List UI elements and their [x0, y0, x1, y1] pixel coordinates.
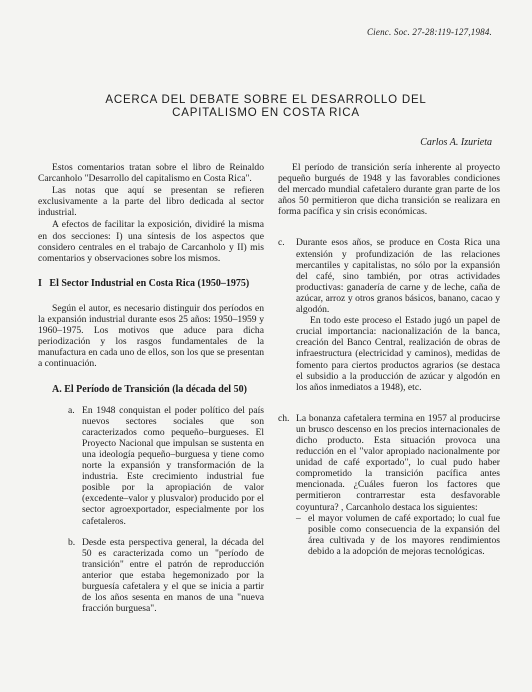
section-title: El Sector Industrial en Costa Rica (1950–1975) — [49, 277, 250, 289]
section-number: I — [38, 277, 42, 289]
list-item-text: La bonanza cafetalera termina en 1957 al producirse un brusco descenso en los precios internacionales de dicho producto. Esta situación provoca una reducción en el "valor apropiado nacionalmente por unidad de café exportado", lo cual pudo haber comprometido la transición pacífica antes mencionada. ¿Cuáles fueron los factores que permitieron contrarrestar esta desfavorable coyuntura? , Carcanholo destaca los siguientes: — [296, 412, 500, 513]
list-marker: ch. — [278, 412, 290, 424]
right-column — [278, 162, 500, 557]
left-column — [38, 162, 264, 614]
article-author: Carlos A. Izurieta — [420, 137, 492, 148]
bullet-text: el mayor volumen de café exportado; lo cual fue posible como consecuencia de la expansión del área cultivada y de los mayores rendimientos debido a la adopción de mejoras tecnológicas. — [308, 512, 500, 557]
intro-paragraph-1: Estos comentarios tratan sobre el libro de Reinaldo Carcanholo "Desarrollo del capitalismo en Costa Rica". — [38, 162, 264, 185]
list-item-text: Durante esos años, se produce en Costa Rica una extensión y profundización de las relaciones mercantiles y capitalistas, no sólo por la expansión del café, sino también, por otras actividades productivas: ganadería de carne y de leche, caña de azúcar, arroz y otros granos básicos, banano, cacao y algodón. — [296, 237, 500, 316]
list-item-body — [296, 237, 500, 392]
journal-citation: Cienc. Soc. 27-28:119-127,1984. — [366, 27, 492, 37]
list-marker: b. — [68, 536, 76, 548]
bullet-item — [296, 513, 500, 557]
title-line-1: ACERCA DEL DEBATE SOBRE EL DESARROLLO DEL — [105, 94, 427, 106]
section-paragraph: Según el autor, es necesario distinguir dos períodos en la expansión industrial durante esos 25 años: 1950–1959 y 1960–1975. Los motivos que aduce para dicha periodización y los rasgos fundamentales de la manufactura en cada uno de ellos, son los que se presentan a continuación. — [38, 302, 264, 370]
list-item-text: En 1948 conquistan el poder político del país nuevos sectores sociales que son caracterizados como pequeño–burgueses. El Proyecto Nacional que impulsan se sustenta en una ideología pequeño–burguesa y tiene como norte la expansión y transformación de la industria. Este crecimiento industrial fue posible por la apropiación de valor (excedente–valor y plusvalor) producido por el sector agroexportador, especialmente por los cafetaleros. — [82, 404, 264, 527]
subsection-heading: A. El Período de Transición (la década del 50) — [52, 383, 247, 395]
list-item-ch — [278, 413, 500, 557]
intro-paragraph-3: A efectos de facilitar la exposición, dividiré la misma en dos secciones: I) una síntesis de los aspectos que considero centrales en el trabajo de Carcanholo y II) mis comentarios y observaciones sobre los mismos. — [38, 219, 264, 264]
title-line-2: CAPITALISMO EN COSTA RICA — [172, 107, 360, 119]
list-item-c — [278, 237, 500, 392]
intro-paragraph-2: Las notas que aquí se presentan se refieren exclusivamente a la parte del libro dedicada al sector industrial. — [38, 185, 264, 219]
list-marker: a. — [68, 404, 75, 416]
list-item-text: Desde esta perspectiva general, la década del 50 es caracterizada como un "período de transición" entre el patrón de reproducción anterior que estaba hegemonizado por la burguesía cafetalera y el que se inicia a partir de los años sesenta en manos de una "nueva fracción burguesa". — [82, 536, 264, 615]
list-item-a — [68, 405, 264, 527]
section-heading — [38, 278, 264, 289]
list-item-body — [296, 413, 500, 557]
continuation-paragraph: El período de transición sería inherente al proyecto pequeño burgués de 1948 y las favorables condiciones del mercado mundial cafetalero durante gran parte de los años 50 permitieron que dicha transición se realizara en forma pacífica y sin crisis económicas. — [278, 162, 500, 218]
bullet-dash: – — [296, 512, 301, 524]
list-marker: c. — [278, 237, 285, 249]
list-item-paragraph-2: En todo este proceso el Estado jugó un papel de crucial importancia: nacionalización de la banca, creación del Banco Central, realización de obras de infraestructura (electricidad y caminos), medidas de fomento para ciertos productos agrarios (se destaca el subsidio a la producción de azúcar y algodón en los años inmediatos a 1948), etc. — [296, 315, 500, 393]
list-item-b — [68, 537, 264, 615]
article-title — [40, 94, 492, 120]
